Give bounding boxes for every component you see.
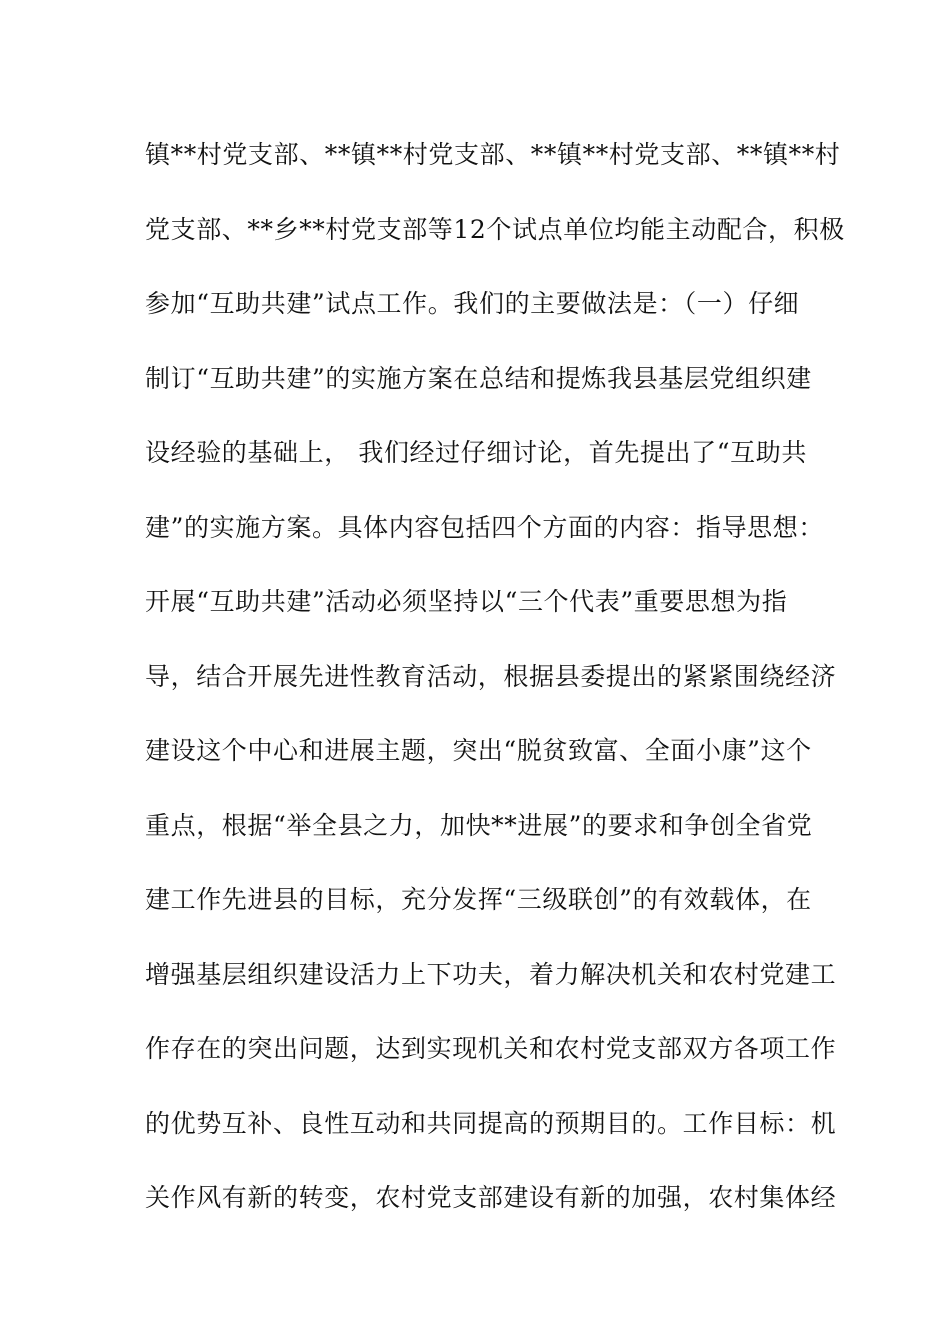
text-line-8: 导，结合开展先进性教育活动，根据县委提出的紧紧围绕经济 — [145, 661, 837, 691]
text-line-7: 开展“互助共建”活动必须坚持以“三个代表”重要思想为指 — [145, 587, 788, 616]
text-line-9: 建设这个中心和进展主题，突出“脱贫致富、全面小康”这个 — [145, 736, 812, 765]
text-line-11: 建工作先进县的目标，充分发挥“三级联创”的有效载体，在 — [145, 885, 812, 914]
text-line-2: 党支部、**乡**村党支部等12个试点单位均能主动配合，积极 — [145, 214, 845, 244]
text-line-15: 关作风有新的转变，农村党支部建设有新的加强，农村集体经 — [145, 1183, 837, 1212]
text-line-12: 增强基层组织建设活力上下功夫，着力解决机关和农村党建工 — [145, 959, 837, 989]
text-line-10: 重点，根据“举全县之力，加快**进展”的要求和争创全省党 — [145, 810, 813, 840]
text-line-14: 的优势互补、良性互动和共同提高的预期目的。工作目标：机 — [145, 1108, 837, 1138]
text-line-6: 建”的实施方案。具体内容包括四个方面的内容：指导思想： — [145, 512, 824, 542]
text-line-5: 设经验的基础上， 我们经过仔细讨论，首先提出了“互助共 — [145, 438, 807, 467]
text-line-13: 作存在的突出问题，达到实现机关和农村党支部双方各项工作 — [145, 1034, 837, 1063]
text-line-4: 制订“互助共建”的实施方案在总结和提炼我县基层党组织建 — [145, 363, 812, 393]
text-line-3: 参加“互助共建”试点工作。我们的主要做法是：（一）仔细 — [145, 289, 800, 318]
body-text — [145, 130, 845, 1248]
text-line-1: 镇**村党支部、**镇**村党支部、**镇**村党支部、**镇**村 — [145, 140, 841, 169]
